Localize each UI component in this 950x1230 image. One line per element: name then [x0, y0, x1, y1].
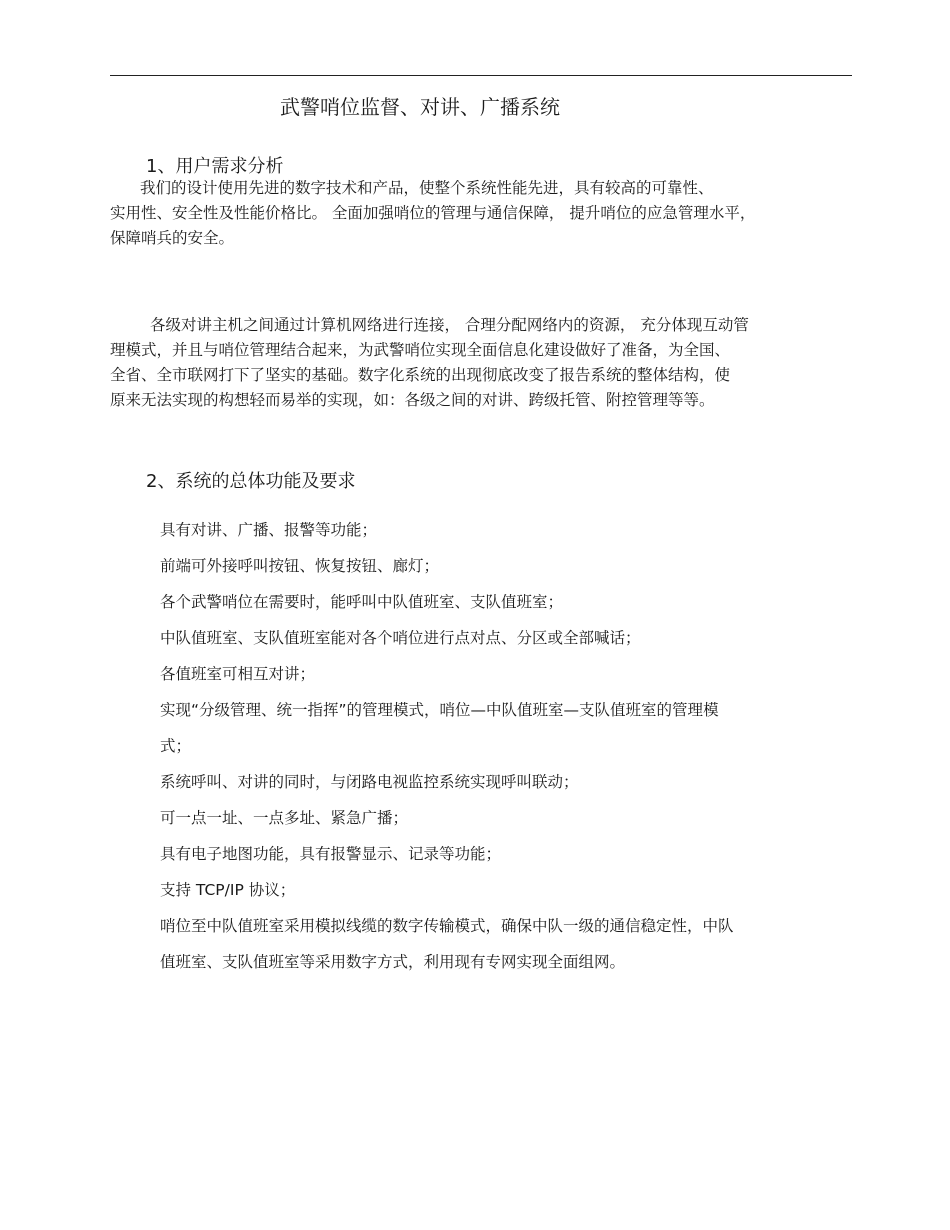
- list-item: 系统呼叫、对讲的同时，与闭路电视监控系统实现呼叫联动；: [160, 773, 579, 791]
- paragraph-line: 保障哨兵的安全。: [110, 229, 235, 247]
- list-item: 各个武警哨位在需要时，能呼叫中队值班室、支队值班室；: [160, 593, 564, 611]
- paragraph-line: 原来无法实现的构想轻而易举的实现，如：各级之间的对讲、跨级托管、附控管理等等。: [110, 391, 715, 409]
- list-item: 中队值班室、支队值班室能对各个哨位进行点对点、分区或全部喊话；: [160, 629, 641, 647]
- list-item: 支持 TCP/IP 协议；: [160, 881, 296, 899]
- paragraph-line: 各级对讲主机之间通过计算机网络进行连接， 合理分配网络内的资源， 充分体现互动管: [150, 316, 749, 334]
- document-title: 武警哨位监督、对讲、广播系统: [280, 95, 560, 119]
- requirements-paragraph-1: [110, 176, 756, 251]
- list-item: 具有电子地图功能，具有报警显示、记录等功能；: [160, 845, 502, 863]
- paragraph-line: 实用性、安全性及性能价格比。 全面加强哨位的管理与通信保障， 提升哨位的应急管理水平，: [110, 204, 756, 222]
- list-item: 前端可外接呼叫按钮、恢复按钮、廊灯；: [160, 557, 440, 575]
- list-item: 可一点一址、一点多址、紧急广播；: [160, 809, 409, 827]
- paragraph-line: 全省、全市联网打下了坚实的基础。数字化系统的出现彻底改变了报告系统的整体结构，使: [110, 366, 731, 384]
- function-requirements-list: [160, 518, 734, 986]
- list-item: 哨位至中队值班室采用模拟线缆的数字传输模式，确保中队一级的通信稳定性，中队 值班室、支队值班室等采用数字方式，利用现有专网实现全面组网。: [160, 917, 734, 971]
- paragraph-line: 我们的设计使用先进的数字技术和产品，使整个系统性能先进，具有较高的可靠性、: [140, 179, 714, 197]
- list-item: 各值班室可相互对讲；: [160, 665, 316, 683]
- header-rule: [110, 75, 852, 76]
- list-item: 具有对讲、广播、报警等功能；: [160, 521, 378, 539]
- section-heading-functions: 2、系统的总体功能及要求: [146, 471, 356, 492]
- list-item: 实现“分级管理、统一指挥”的管理模式，哨位—中队值班室—支队值班室的管理模 式；: [160, 701, 719, 755]
- paragraph-line: 理模式，并且与哨位管理结合起来，为武警哨位实现全面信息化建设做好了准备，为全国、: [110, 341, 731, 359]
- section-heading-requirements: 1、用户需求分析: [146, 156, 284, 177]
- requirements-paragraph-2: [110, 313, 749, 413]
